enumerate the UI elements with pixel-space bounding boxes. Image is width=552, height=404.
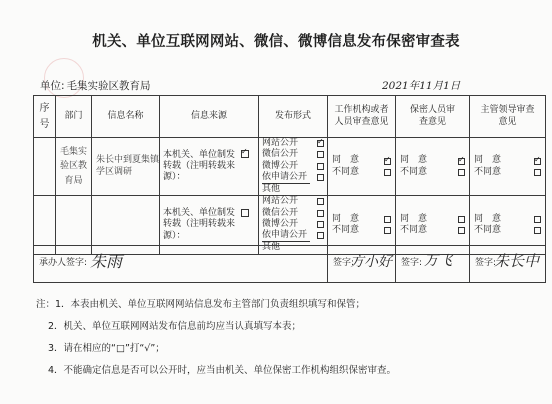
lead-disagree-label: 不同意 (474, 166, 502, 177)
row1-dept: 毛集实验区教育局 (56, 138, 92, 196)
org-sign-label: 签字: (333, 258, 355, 269)
note-3: 3．请在相应的“□”打“√”； (48, 343, 165, 354)
source-self-label: 本机关、单位制发 (163, 208, 236, 218)
pub-website-checkbox[interactable] (317, 198, 324, 205)
secrecy-signature: 万飞 (424, 253, 452, 269)
row1-seq (34, 138, 56, 196)
sec-agree-checkbox[interactable] (458, 158, 465, 165)
note-1: 注：1．本表由机关、单位互联网网站信息发布主管部门负责组织填写和保管； (36, 299, 366, 310)
pub-wechat-checkbox[interactable] (317, 210, 324, 217)
pub-request-checkbox[interactable] (317, 232, 324, 239)
header-secrecy-review: 保密人员审查意见 (396, 96, 470, 138)
pub-website-label: 网站公开 (262, 138, 299, 148)
source-repost-label: 转载（注明转载来源）： (163, 219, 236, 241)
table-row (34, 138, 546, 196)
sec-disagree-label: 不同意 (400, 224, 428, 235)
secrecy-sign-label: 签字: (401, 258, 423, 269)
sec-agree-label: 同 意 (400, 155, 428, 166)
applicant-sign-cell (34, 246, 328, 283)
org-agree-label: 同 意 (332, 155, 360, 166)
pub-website-checkbox[interactable] (317, 140, 324, 147)
pub-wechat-checkbox[interactable] (317, 151, 324, 158)
row1-secrecy-review (396, 138, 470, 196)
source-self-label: 本机关、单位制发 (163, 149, 236, 160)
header-info-name: 信息名称 (92, 96, 160, 138)
lead-agree-checkbox[interactable] (534, 158, 541, 165)
form-title: 机关、单位互联网网站、微信、微博信息发布保密审查表 (92, 34, 460, 50)
row1-info-name: 朱长中到夏集镇学区调研 (92, 138, 160, 196)
row1-leader-review (470, 138, 546, 196)
header-pub-form: 发布形式 (259, 96, 328, 138)
unit-line (40, 78, 151, 93)
org-agree-checkbox[interactable] (384, 216, 391, 223)
pub-other-label: 其他 (262, 242, 281, 253)
signature-table (33, 245, 546, 283)
pub-weibo-checkbox[interactable] (317, 221, 324, 228)
org-agree-label: 同 意 (332, 213, 360, 224)
unit-name: 毛集实验区教育局 (66, 80, 151, 92)
pub-request-label: 依申请公开 (262, 230, 308, 240)
header-seq: 序号 (34, 96, 56, 138)
lead-disagree-checkbox[interactable] (534, 227, 541, 234)
header-leader-review: 主管领导审查意见 (470, 96, 546, 138)
org-disagree-label: 不同意 (332, 224, 360, 235)
org-signature: 方小好 (350, 254, 392, 270)
sec-agree-checkbox[interactable] (458, 216, 465, 223)
applicant-signature: 朱雨 (90, 252, 123, 271)
note-4: 4．不能确定信息是否可以公开时，应当由机关、单位保密工作机构组织保密审查。 (48, 365, 397, 376)
pub-weibo-label: 微博公开 (262, 160, 299, 171)
org-disagree-checkbox[interactable] (384, 227, 391, 234)
pub-wechat-label: 微信公开 (262, 207, 299, 218)
org-sign-cell (328, 246, 396, 283)
org-disagree-checkbox[interactable] (384, 169, 391, 176)
row1-source (160, 138, 259, 196)
pub-weibo-checkbox[interactable] (317, 163, 324, 170)
lead-disagree-label: 不同意 (474, 224, 502, 235)
pub-request-checkbox[interactable] (317, 174, 324, 181)
header-org-review: 工作机构或者人员审查意见 (328, 96, 396, 138)
applicant-sign-label: 承办人签字: (39, 258, 88, 269)
row1-pub-form (259, 138, 328, 196)
source-self-checkbox[interactable] (241, 209, 249, 217)
sec-agree-label: 同 意 (400, 213, 428, 224)
org-disagree-label: 不同意 (332, 166, 360, 177)
pub-wechat-label: 微信公开 (262, 149, 299, 160)
lead-disagree-checkbox[interactable] (534, 169, 541, 176)
form-notes (36, 294, 546, 382)
review-table (33, 95, 546, 255)
note-2: 2．机关、单位互联网网站发布信息前均应当认真填写本表； (48, 321, 302, 332)
sec-disagree-checkbox[interactable] (458, 169, 465, 176)
leader-signature: 朱长中 (494, 252, 540, 270)
header-info-source: 信息来源 (160, 96, 259, 138)
form-date: 2021年11月1日 (382, 80, 461, 92)
leader-sign-label: 签字: (475, 258, 497, 269)
pub-website-label: 网站公开 (262, 196, 299, 207)
header-dept: 部门 (56, 96, 92, 138)
unit-label: 单位: (40, 80, 65, 92)
lead-agree-label: 同 意 (474, 155, 502, 166)
source-repost-label: 转载（注明转载来源）： (163, 161, 236, 183)
sec-disagree-label: 不同意 (400, 166, 428, 177)
pub-request-label: 依申请公开 (262, 171, 308, 182)
signature-row (34, 246, 546, 283)
lead-agree-checkbox[interactable] (534, 216, 541, 223)
source-self-checkbox[interactable] (241, 150, 249, 158)
pub-weibo-label: 微博公开 (262, 218, 299, 229)
sec-disagree-checkbox[interactable] (458, 227, 465, 234)
secrecy-sign-cell (396, 246, 470, 283)
header-row (34, 96, 546, 138)
row1-org-review (328, 138, 396, 196)
pub-other-label: 其他 (262, 184, 281, 194)
leader-sign-cell (470, 246, 546, 283)
lead-agree-label: 同 意 (474, 213, 502, 224)
org-agree-checkbox[interactable] (384, 158, 391, 165)
